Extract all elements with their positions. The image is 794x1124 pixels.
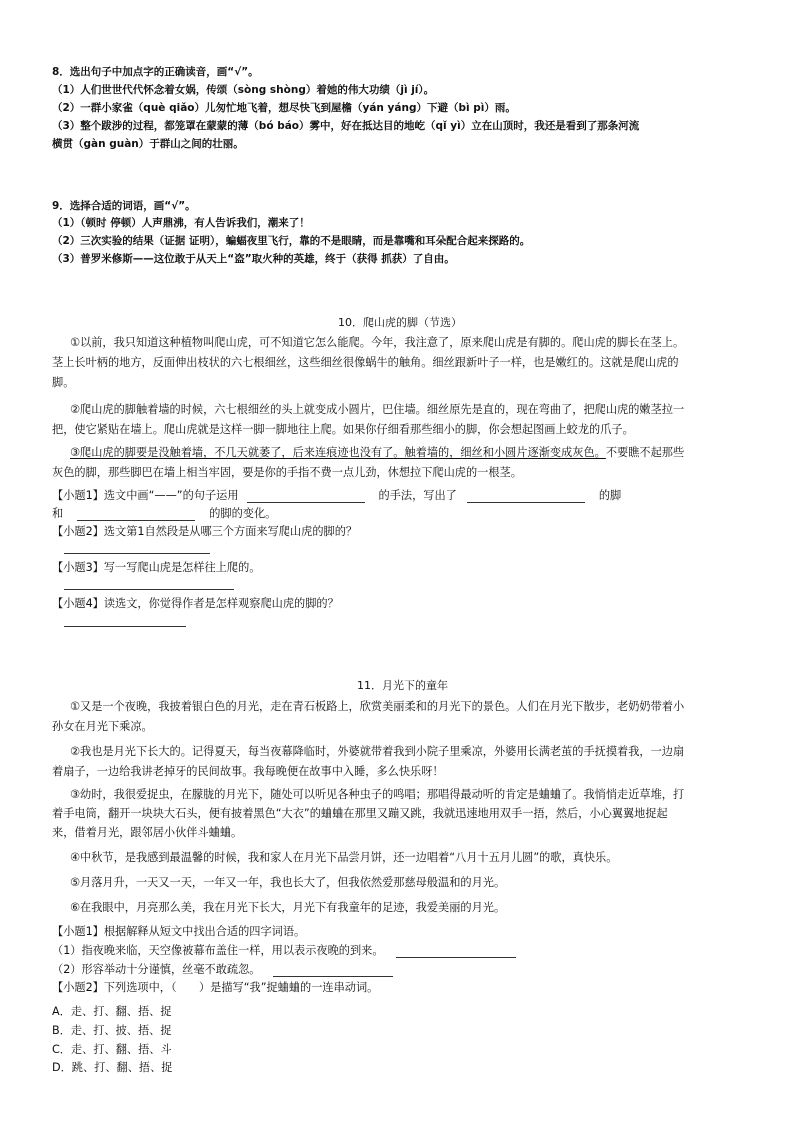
q10-para-3-line-2: 灰色的脚，那些脚巴在墙上相当牢固，要是你的手指不费一点儿劲，休想拉下爬山虎的一根茎。 [52,466,522,479]
q9-item-3: （3）普罗米修斯——这位敢于从天上“盗”取火种的英雄，终于（获得 抓获）了自由。 [52,253,455,265]
q10-sub2: 【小题2】选文第1自然段是从哪三个方面来写爬山虎的脚的？ [52,525,358,538]
q11-para-3-line-2: 着手电筒，翻开一块块大石头，便有披着黑色“大衣”的蛐蛐在那里又蹦又跳，我就迅速地用双手一捂，然后，小心翼翼地捉起 [52,807,668,820]
underlined-sentence: ③爬山虎的脚要是没触着墙，不几天就萎了，后来连痕迹也没有了。触着墙的，细丝和小圆片逐渐变成灰色。 [70,446,606,459]
option-a[interactable]: A．走、打、翻、捂、捉 [52,1005,172,1018]
q11-para-2-line-1: ②我也是月光下长大的。记得夏天，每当夜幕降临时，外婆就带着我到小院子里乘凉，外婆用长满老茧的手抚摸着我，一边扇 [70,745,685,758]
q11-para-3-line-3: 来，借着月光，跟邻居小伙伴斗蛐蛐。 [52,826,243,839]
q10-para-2-line-1: ②爬山虎的脚触着墙的时候，六七根细丝的头上就变成小圆片，巴住墙。细丝原先是直的，现在弯曲了，把爬山虎的嫩茎拉一 [70,403,685,416]
answer-line-sub4[interactable] [64,614,186,627]
q11-para-6: ⑥在我眼中，月亮那么美，我在月光下长大，月光下有我童年的足迹，我爱美丽的月光。 [70,901,506,914]
answer-blank-idiom-1[interactable] [396,945,516,958]
q10-title: 10．爬山虎的脚（节选） [338,316,462,329]
q9-item-2: （2）三次实验的结果（证据 证明），蝙蝠夜里飞行，靠的不是眼睛，而是靠嘴和耳朵配合起来探路的。 [52,235,531,247]
q10-para-3-line-1: ③爬山虎的脚要是没触着墙，不几天就萎了，后来连痕迹也没有了。触着墙的，细丝和小圆片逐渐变成灰色。不要瞧不起那些 [70,446,685,459]
q8-item-3: （3）整个跋涉的过程，都笼罩在蒙蒙的薄（bó báo）雾中，好在抵达目的地屹（qǐ yì）立在山顶时，我还是看到了那条河流 [52,120,640,132]
q9-item-1: （1）（顿时 停顿）人声鼎沸，有人告诉我们，潮来了！ [52,217,310,229]
q8-item-1: （1）人们世世代代怀念着女娲，传颂（sòng shòng）着她的伟大功绩（jì jí）。 [52,84,435,96]
q10-sub4: 【小题4】读选文，你觉得作者是怎样观察爬山虎的脚的？ [52,597,339,610]
q11-para-3-line-1: ③幼时，我很爱捉虫，在朦胧的月光下，随处可以听见各种虫子的鸣唱；那唱得最动听的肯定是蛐蛐了。我悄悄走近草堆，打 [70,788,685,801]
answer-blank-color-2[interactable] [77,508,195,521]
option-b[interactable]: B．走、打、披、捂、捉 [52,1024,172,1037]
option-d[interactable]: D．跳、打、翻、捂、捉 [52,1061,173,1074]
q11-para-1-line-1: ①又是一个夜晚，我披着银白色的月光，走在青石板路上，欣赏美丽柔和的月光下的景色。人们在月光下散步，老奶奶带着小 [70,700,685,713]
answer-blank-color-1[interactable] [467,490,585,503]
q11-sub1-item-1: （1）指夜晚来临，天空像被幕布盖住一样，用以表示夜晚的到来。 [52,944,516,958]
q8-item-2: （2）一群小家雀（què qiǎo）儿匆忙地飞着，想尽快飞到屋檐（yán yáng）下避（bì pì）雨。 [52,102,516,114]
answer-line-sub3[interactable] [64,577,234,590]
q11-para-1-line-2: 孙女在月光下乘凉。 [52,720,153,733]
q11-sub2: 【小题2】下列选项中，（ ）是描写“我”捉蛐蛐的一连串动词。 [52,981,379,994]
q11-title: 11．月光下的童年 [357,679,448,692]
q8-title: 8．选出句子中加点字的正确读音，画“√”。 [52,66,259,78]
answer-blank-idiom-2[interactable] [273,964,393,977]
option-c[interactable]: C．走、打、翻、捂、斗 [52,1043,172,1056]
q10-sub1-line-2: 和 的脚的变化。 [52,507,277,520]
q10-para-2-line-2: 把，使它紧贴在墙上。爬山虎就是这样一脚一脚地往上爬。如果你仔细看那些细小的脚，你会想起图画上蛟龙的爪子。 [52,423,634,436]
q11-para-4: ④中秋节，是我感到最温馨的时候，我和家人在月光下品尝月饼，还一边唱着“八月十五月儿圆”的歌，真快乐。 [70,851,618,864]
q10-sub1-line-1: 【小题1】选文中画“——”的句子运用 的手法，写出了 的脚 [52,489,622,502]
q10-para-1-line-2: 茎上长叶柄的地方，反面伸出枝状的六七根细丝，这些细丝很像蜗牛的触角。细丝跟新叶子一样，也是嫩红的。这就是爬山虎的 [52,356,679,369]
q9-title: 9．选择合适的词语，画“√”。 [52,200,196,212]
q11-sub1: 【小题1】根据解释从短文中找出合适的四字词语。 [52,925,306,938]
q10-para-1-line-1: ①以前，我只知道这种植物叫爬山虎，可不知道它怎么能爬。今年，我注意了，原来爬山虎是有脚的。爬山虎的脚长在茎上。 [70,336,685,349]
q11-para-5: ⑤月落月升，一天又一天，一年又一年，我也长大了，但我依然爱那慈母般温和的月光。 [70,876,506,889]
answer-blank-technique[interactable] [247,490,365,503]
q11-sub1-item-2: （2）形容举动十分谨慎，丝毫不敢疏忽。 [52,963,393,977]
q10-sub3: 【小题3】写一写爬山虎是怎样往上爬的。 [52,561,261,574]
answer-line-sub2[interactable] [64,541,210,554]
q8-item-3-cont: 横贯（gàn guàn）于群山之间的壮丽。 [52,138,244,150]
q11-para-2-line-2: 着扇子，一边给我讲老掉牙的民间故事。我每晚便在故事中入睡，多么快乐呀！ [52,765,444,778]
q10-para-1-line-3: 脚。 [52,376,75,389]
